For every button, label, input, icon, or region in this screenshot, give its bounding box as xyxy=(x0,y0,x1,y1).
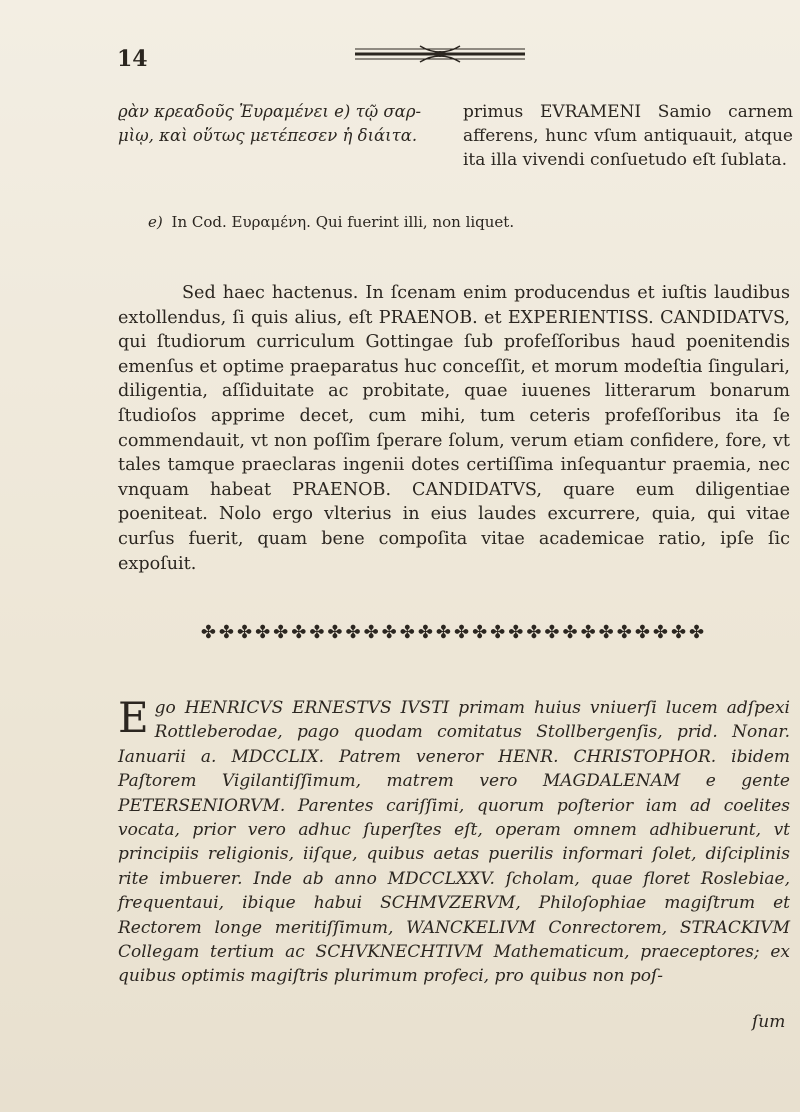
paragraph-text: Sed haec hactenus. In ſcenam enim producendus et iuſtis laudibus extollendus, ſi quis alius, eſt PRAENOB. et EXPERIENTISS. CANDIDATVS, qui ſtudiorum curriculum Gottingae ſub profeſſoribus haud poenitendis emenſus et optime praeparatus huc conceſſit, et morum modeſtia ſingulari, diligentia, aſſiduitate ac probitate, quae iuuenes litterarum bonarum ſtudioſos apprime decet, cum mihi, tum ceteris profeſſoribus ita ſe commendauit, vt non poſſim ſperare ſolum, verum etiam confidere, fore, vt tales tamque praeclaras ingenii dotes certiſſima inſequantur praemia, nec vnquam habeat PRAENOB. CANDIDATVS, quare eum diligentiae poeniteat. Nolo ergo vlterius in eius laudes excurrere, quia, qui vitae curſus fuerit, quam bene compoſita vitae academicae ratio, ipſe ſic expoſuit. xyxy=(118,283,790,574)
header-ornament xyxy=(350,42,530,66)
catchword: ſum xyxy=(752,1012,786,1032)
latin-column: primus EVRAMENI Samio carnem afferens, hunc vſum antiquauit, atque ita illa vivendi conſuetudo eſt ſublata. xyxy=(463,102,793,170)
biography-text xyxy=(118,693,790,989)
footnote-mark: e) xyxy=(148,213,163,231)
ornamental-divider xyxy=(118,622,790,644)
main-paragraph xyxy=(118,281,790,576)
page-number: 14 xyxy=(117,46,148,72)
drop-cap: E xyxy=(118,693,149,742)
footnote xyxy=(148,213,514,231)
greek-column: ϱὰν κρεαδοῦς Ἐυραμένει e) τῷ σαρ-μὶῳ, καὶ οὕτως μετέπεσεν ἡ διάιτα. xyxy=(118,102,422,145)
biography-section xyxy=(118,693,790,989)
footnote-text: In Cod. Ευραμένη. Qui fuerint illi, non liquet. xyxy=(171,213,515,231)
biography-body: go HENRICVS ERNESTVS IVSTI primam huius vniuerſi lucem adſpexi Rottleberodae, pago quodam comitatus Stollbergenſis, prid. Nonar. Ianuarii a. MDCCLIX. Patrem veneror HENR. CHRISTOPHOR. ibidem Paſtorem Vigilantiſſimum, matrem vero MAGDALENAM e gente PETERSENIORVM. Parentes cariſſimi, quorum poſterior iam ad coelites vocata, prior vero adhuc ſuperſtes eſt, operam omnem adhibuerunt, vt principiis religionis, iiſque, quibus aetas puerilis informari ſolet, diſciplinis rite imbuerer. Inde ab anno MDCCLXXV. ſcholam, quae floret Roslebiae, frequentaui, ibique habui SCHMVZERVM, Philoſophiae magiſtrum et Rectorem longe meritiſſimum, WANCKELIVM Conrectorem, STRACKIVM Collegam tertium ac SCHVKNECHTIVM Mathematicum, praeceptores; ex quibus optimis magiſtris plurimum profeci, pro quibus non poſ- xyxy=(118,698,790,987)
divider-glyphs: ✤✤✤✤✤✤✤✤✤✤✤✤✤✤✤✤✤✤✤✤✤✤✤✤✤✤✤✤ xyxy=(200,622,708,643)
